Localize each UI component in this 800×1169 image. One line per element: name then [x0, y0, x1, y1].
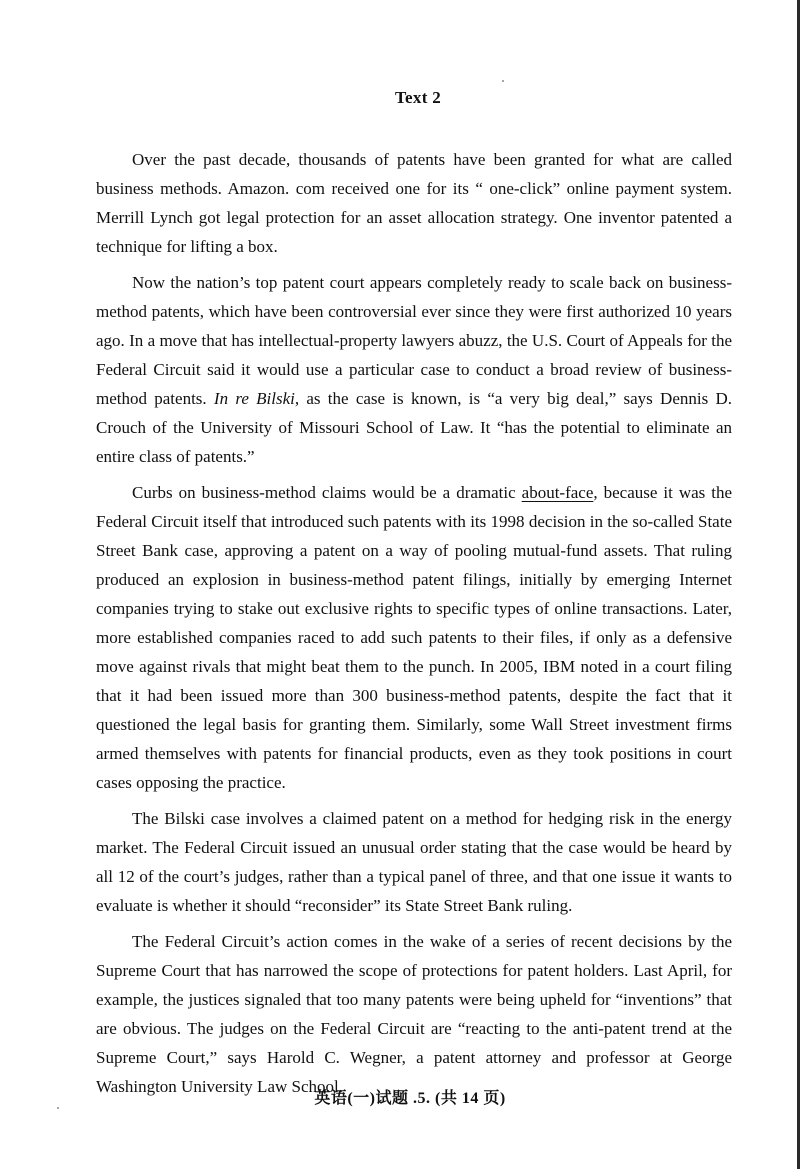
- paragraph-2: [96, 268, 732, 471]
- text-run: about-face: [521, 483, 594, 502]
- scan-speck: [502, 80, 504, 82]
- section-title: Text 2: [394, 88, 442, 107]
- text-run: The Federal Circuit’s action comes in the wake of a series of recent decisions by the Supreme Court that has narrowed the scope of protections for patent holders. Last April, for example, the justices signaled that too many patents were being upheld for “inventions” that are obvious. The judges on the Federal Circuit are “reacting to the anti-patent trend at the Supreme Court,” says Harold C. Wegner, a patent attorney and professor at George Washington University Law School.: [96, 932, 732, 1096]
- paragraph-3: [96, 478, 732, 797]
- paragraph-1: [96, 145, 732, 261]
- text-run: Over the past decade, thousands of patents have been granted for what are called business methods. Amazon. com received one for its “ one-click” online payment system. Merrill Lynch got legal protection for an asset allocation strategy. One inventor patented a technique for lifting a box.: [96, 150, 732, 256]
- text-run: In re Bilski: [213, 389, 295, 408]
- text-run: , as the case is known, is “a very big deal,” says Dennis D. Crouch of the University of Missouri School of Law. It “has the potential to eliminate an entire class of patents.”: [96, 389, 732, 466]
- text-run: , because it was the Federal Circuit itself that introduced such patents with its 1998 decision in the so-called State Street Bank case, approving a patent on a way of pooling mutual-fund assets. That ruling produced an explosion in business-method patent filings, initially by emerging Internet companies trying to stake out exclusive rights to specific types of online transactions. Later, more established companies raced to add such patents to their files, if only as a defensive move against rivals that might beat them to the punch. In 2005, IBM noted in a court filing that it had been issued more than 300 business-method patents, despite the fact that it questioned the legal basis for granting them. Similarly, some Wall Street investment firms armed themselves with patents for financial products, even as they took positions in court cases opposing the practice.: [96, 483, 733, 792]
- page-footer: 英语(一)试题 .5. (共 14 页): [314, 1090, 506, 1107]
- paragraph-4: [96, 804, 732, 920]
- article-body: [96, 145, 732, 1108]
- text-run: Now the nation’s top patent court appears completely ready to scale back on business-method patents, which have been controversial ever since they were first authorized 10 years ago. In a move that has intellectual-property lawyers abuzz, the U.S. Court of Appeals for the Federal Circuit said it would use a particular case to conduct a broad review of business-method patents.: [96, 273, 732, 408]
- paragraph-5: [96, 927, 732, 1101]
- text-run: The Bilski case involves a claimed patent on a method for hedging risk in the energy market. The Federal Circuit issued an unusual order stating that the case would be heard by all 12 of the court’s judges, rather than a typical panel of three, and that one issue it wants to evaluate is whether it should “reconsider” its State Street Bank ruling.: [96, 809, 732, 915]
- text-run: Curbs on business-method claims would be a dramatic: [132, 483, 522, 502]
